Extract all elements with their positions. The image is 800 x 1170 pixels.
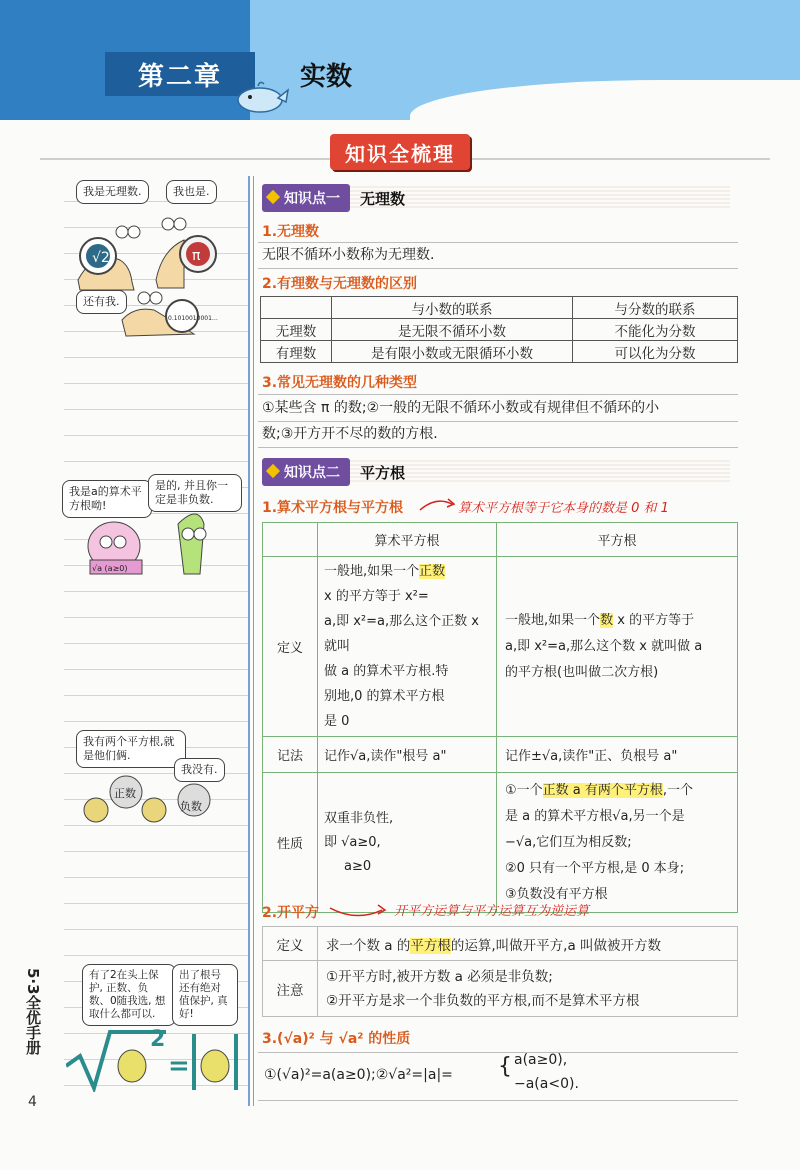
kp2-section-title: 1.算术平方根与平方根 [262, 500, 404, 516]
table-row: 定义 求一个数 a 的平方根的运算,叫做开平方,a 叫做被开方数 [263, 927, 738, 961]
chapter-title: 实数 [300, 61, 353, 92]
kp1-types-line: ①某些含 π 的数;②一般的无限不循环小数或有规律但不循环的小 [262, 400, 660, 416]
square-root-characters-illustration [80, 770, 220, 828]
sqrt-characters-illustration [80, 504, 240, 590]
arrow-icon [418, 496, 458, 514]
positive-label: 正数 [114, 787, 136, 800]
brace-icon: { [498, 1054, 512, 1079]
chapter-number: 第二章 [105, 52, 255, 96]
kp1-section-title: 1.无理数 [262, 224, 320, 240]
table-row: 有理数 是有限小数或无限循环小数 可以化为分数 [261, 341, 738, 363]
property-case: a(a≥0), [514, 1052, 568, 1068]
section-banner: 知识全梳理 [330, 134, 470, 170]
decimal-label: 0.1010010001… [168, 315, 218, 322]
kp1-section-title: 2.有理数与无理数的区别 [262, 276, 418, 292]
speech-bubble: 还有我. [76, 290, 127, 314]
table-row: 注意 ①开平方时,被开方数 a 必须是非负数; ②开平方是求一个非负数的平方根,而不是算术平方根 [263, 961, 738, 1017]
knowledge-point-name: 平方根 [360, 463, 406, 482]
square-root-operation-table [262, 926, 738, 1017]
pi-label: π [192, 248, 201, 264]
book-series-label: 5·3全优手册 [24, 968, 42, 1055]
table-row: 无理数 是无限不循环小数 不能化为分数 [261, 319, 738, 341]
svg-text:=: = [168, 1051, 190, 1081]
speech-bubble: 我有两个平方根,就是他们俩. [76, 730, 186, 768]
table-row: 定义 一般地,如果一个正数 x 的平方等于 x²= a,即 x²=a,那么这个正数 x 就叫 做 a 的算术平方根.特 别地,0 的算术平方根 是 0 一般地,如果一个数 x 的平方等于 a,即 x²=a,那么这个数 x 就叫做 a 的平方根(也叫做二次方根) [263, 557, 738, 737]
table-header: 平方根 [497, 523, 738, 557]
kp2-section-title: 3.(√a)² 与 √a² 的性质 [262, 1031, 411, 1047]
speech-bubble: 有了2在头上保护, 正数、负数、0随我选, 想取什么都可以. [82, 964, 176, 1026]
svg-text:2: 2 [150, 1027, 166, 1052]
radical-and-absolute-illustration [66, 1026, 242, 1092]
handwritten-note: 开平方运算与平方运算互为逆运算 [394, 904, 590, 919]
speech-bubble: 我是a的算术平方根呦! [62, 480, 152, 518]
property-case: −a(a<0). [514, 1076, 579, 1092]
kp1-section-title: 3.常见无理数的几种类型 [262, 375, 418, 391]
kp2-section-title: 2.开平方 [262, 905, 320, 921]
square-root-table [262, 522, 738, 913]
speech-bubble: 我是无理数. [76, 180, 149, 204]
handwritten-note: 算术平方根等于它本身的数是 0 和 1 [458, 501, 669, 516]
speech-bubble: 出了根号还有绝对值保护, 真好! [172, 964, 238, 1026]
table-row: 记法 记作√a,读作"根号 a" 记作±√a,读作"正、负根号 a" [263, 737, 738, 773]
whale-icon [234, 78, 290, 114]
speech-bubble: 我没有. [174, 758, 225, 782]
knowledge-point-tag: 知识点一 [262, 184, 350, 212]
property-formula: ①(√a)²=a(a≥0);②√a²=|a|= [264, 1067, 453, 1083]
snail-characters-illustration [74, 210, 244, 350]
knowledge-point-tag: 知识点二 [262, 458, 350, 486]
kp1-types-line: 数;③开方开不尽的数的方根. [262, 426, 438, 442]
sqrt2-label: √2 [92, 250, 110, 266]
knowledge-point-2-header [262, 458, 405, 486]
table-header: 算术平方根 [318, 523, 497, 557]
knowledge-point-name: 无理数 [360, 189, 406, 208]
knowledge-point-1-header [262, 184, 405, 212]
arrow-icon [328, 902, 390, 920]
kp1-definition: 无限不循环小数称为无理数. [262, 247, 435, 263]
table-header: 与分数的联系 [573, 297, 738, 319]
table-row: 性质 双重非负性, 即 √a≥0, a≥0 ①一个正数 a 有两个平方根,一个 是 a 的算术平方根√a,另一个是 −√a,它们互为相反数; ②0 只有一个平方根,是 0 本身; ③负数没有平方根 [263, 773, 738, 913]
speech-bubble: 是的, 并且你一定是非负数. [148, 474, 242, 512]
number-comparison-table [260, 296, 738, 363]
sqrt-a-label: √a (a≥0) [92, 564, 128, 573]
table-header: 与小数的联系 [332, 297, 573, 319]
speech-bubble: 我也是. [166, 180, 217, 204]
negative-label: 负数 [180, 800, 202, 813]
page-number: 4 [28, 1094, 37, 1110]
